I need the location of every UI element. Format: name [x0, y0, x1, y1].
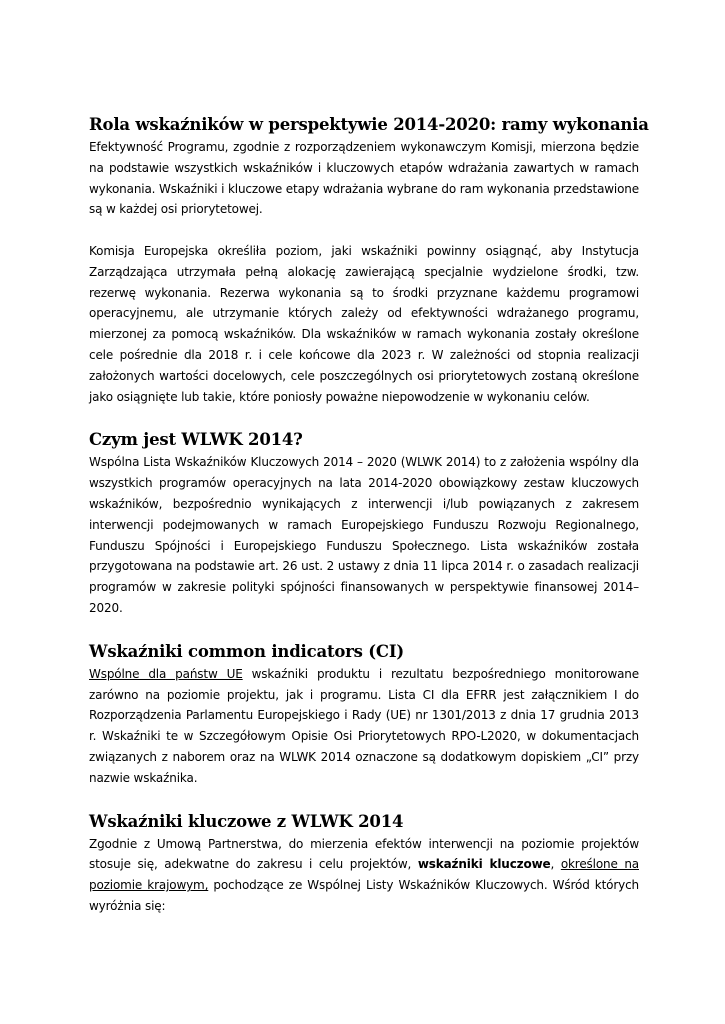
paragraph: [89, 664, 639, 789]
paragraph-text: ,: [550, 857, 561, 872]
underlined-term: określone na poziomie krajowym,: [89, 857, 639, 893]
underlined-lead: Wspólne dla państw UE: [89, 666, 243, 681]
paragraph-text: pochodzące ze Wspólnej Listy Wskaźników Kluczowych. Wśród których wyróżnia się:: [89, 878, 639, 913]
section-heading: Czym jest WLWK 2014?: [89, 430, 303, 450]
section-performance-framework: [89, 113, 649, 407]
section-heading: Rola wskaźników w perspektywie 2014-2020: ramy wykonania: [89, 115, 649, 134]
paragraph-text: wskaźniki produktu i rezultatu bezpośredniego monitorowane zarówno na poziomie projektu, jak i programu. Lista CI dla EFRR jest załącznikiem I do Rozporządzenia Parlamentu Europejskiego i Rady (UE) nr 1301/2013 z dnia 17 grudnia 2013 r. Wskaźniki te w Szczegółowym Opisie Osi Priorytetowych RPO-L2020, w dokumentacjach związanych z naborem oraz na WLWK 2014 oznaczone są dodatkowym dopiskiem „CI” przy nazwie wskaźnika.: [89, 666, 639, 785]
section-heading: Wskaźniki kluczowe z WLWK 2014: [89, 811, 404, 831]
paragraph: Komisja Europejska określiła poziom, jaki wskaźniki powinny osiągnąć, aby Instytucja Zarządzająca utrzymała pełną alokację zawierającą specjalnie wydzielone środki, tzw. rezerwę wykonania. Rezerwa wykonania są to środki przyznane każdemu programowi operacyjnemu, ale utrzymanie których zależy od efektywności wdrażanego programu, mierzonej za pomocą wskaźników. Dla wskaźników w ramach wykonania zostały określone cele pośrednie dla 2018 r. i cele końcowe dla 2023 r. W zależności od stopnia realizacji założonych wartości docelowych, cele poszczególnych osi priorytetowych zostaną określone jako osiągnięte lub takie, które poniosły poważne niepowodzenie w wykonaniu celów.: [89, 243, 639, 404]
paragraph: [89, 834, 639, 917]
section-wlwk-2014: [89, 428, 639, 618]
section-key-indicators: [89, 810, 639, 917]
document-content: [89, 113, 649, 938]
section-common-indicators: [89, 640, 639, 789]
section-heading: Wskaźniki common indicators (CI): [89, 641, 404, 661]
paragraph: Wspólna Lista Wskaźników Kluczowych 2014 – 2020 (WLWK 2014) to z założenia wspólny dla wszystkich programów operacyjnych na lata 2014-2020 obowiązkowy zestaw kluczowych wskaźników, bezpośrednio wynikających z interwencji i/lub powiązanych z zakresem interwencji podejmowanych w ramach Europejskiego Funduszu Rozwoju Regionalnego, Funduszu Spójności i Europejskiego Funduszu Społecznego. Lista wskaźników została przygotowana na podstawie art. 26 ust. 2 ustawy z dnia 11 lipca 2014 r. o zasadach realizacji programów w zakresie polityki spójności finansowanych w perspektywie finansowej 2014–2020.: [89, 455, 639, 615]
paragraph-text: Zgodnie z Umową Partnerstwa, do mierzenia efektów interwencji na poziomie projektów stosuje się, adekwatne do zakresu i celu projektów,: [89, 836, 639, 872]
bold-term: wskaźniki kluczowe: [417, 857, 551, 872]
paragraph: Efektywność Programu, zgodnie z rozporządzeniem wykonawczym Komisji, mierzona będzie na podstawie wszystkich wskaźników i kluczowych etapów wdrażania zawartych w ramach wykonania. Wskaźniki i kluczowe etapy wdrażania wybrane do ram wykonania przedstawione są w każdej osi priorytetowej.: [89, 140, 639, 217]
